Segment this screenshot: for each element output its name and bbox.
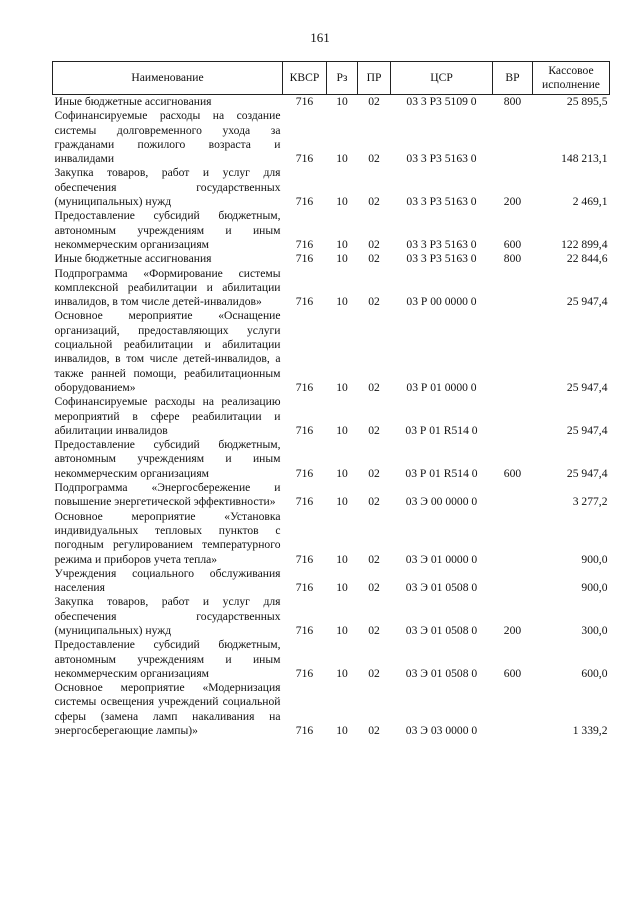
row-rz: 10 [336, 380, 348, 394]
table-row [53, 267, 610, 310]
row-vr [493, 109, 533, 166]
row-csr: 03 Р 01 R514 0 [405, 423, 478, 437]
row-rz: 10 [336, 237, 348, 251]
row-pr: 02 [368, 623, 380, 637]
header-rz: Рз [327, 62, 358, 95]
row-kvsr: 716 [295, 237, 314, 251]
row-csr: 03 Р 01 R514 0 [405, 466, 478, 480]
row-vr [493, 395, 533, 438]
row-kvsr: 716 [295, 495, 314, 509]
header-csr: ЦСР [391, 62, 493, 95]
row-cash-execution: 900,0 [581, 581, 608, 595]
row-kvsr: 716 [295, 195, 314, 209]
row-csr: 03 Э 01 0508 0 [405, 581, 478, 595]
row-kvsr: 716 [295, 252, 314, 266]
row-csr: 03 3 Р3 5163 0 [406, 152, 477, 166]
table-row [53, 481, 610, 510]
row-vr [493, 681, 533, 738]
row-csr: 03 3 Р3 5163 0 [406, 195, 477, 209]
row-pr: 02 [368, 666, 380, 680]
table-body [53, 95, 610, 739]
row-rz: 10 [336, 95, 348, 108]
row-name: Иные бюджетные ассигнования [54, 95, 212, 108]
row-pr: 02 [368, 195, 380, 209]
row-csr: 03 Э 01 0000 0 [405, 552, 478, 566]
page-number: 161 [310, 30, 330, 45]
row-name: Иные бюджетные ассигнования [54, 252, 212, 266]
row-cash-execution: 900,0 [581, 552, 608, 566]
row-cash-execution: 122 899,4 [561, 237, 608, 251]
row-name: Предоставление субсидий бюджетным, автономным учреждениям и иным некоммерческим организациям [54, 638, 281, 680]
header-name: Наименование [53, 62, 283, 95]
header-pr: ПР [358, 62, 391, 95]
row-vr: 800 [503, 95, 522, 108]
row-rz: 10 [336, 724, 348, 738]
row-vr [493, 510, 533, 567]
row-rz: 10 [336, 581, 348, 595]
row-rz: 10 [336, 495, 348, 509]
row-csr: 03 3 Р3 5163 0 [406, 252, 477, 266]
row-cash-execution: 600,0 [581, 666, 608, 680]
row-cash-execution: 25 947,4 [566, 466, 608, 480]
row-kvsr: 716 [295, 466, 314, 480]
row-cash-execution: 3 277,2 [572, 495, 608, 509]
row-vr: 800 [503, 252, 522, 266]
row-cash-execution: 2 469,1 [572, 195, 608, 209]
row-kvsr: 716 [295, 623, 314, 637]
row-rz: 10 [336, 552, 348, 566]
row-cash-execution: 300,0 [581, 623, 608, 637]
row-vr [493, 481, 533, 510]
row-kvsr: 716 [295, 95, 314, 108]
row-name: Софинансируемые расходы на создание системы долговременного ухода за гражданами пожилого возраста и инвалидами [54, 109, 281, 166]
row-csr: 03 3 Р3 5109 0 [406, 95, 477, 108]
table-row [53, 510, 610, 567]
row-name: Подпрограмма «Формирование системы комплексной реабилитации и абилитации инвалидов, в том числе детей-инвалидов» [54, 266, 281, 309]
row-cash-execution: 25 895,5 [566, 95, 608, 108]
row-csr: 03 Э 01 0508 0 [405, 666, 478, 680]
row-rz: 10 [336, 423, 348, 437]
table-row [53, 95, 610, 110]
row-name: Основное мероприятие «Оснащение организаций, предоставляющих услуги социальной реабилитации и абилитации инвалидов, в том числе детей-инвалидов, а также ранней помощи, реабилитационным оборудованием» [54, 309, 281, 394]
row-rz: 10 [336, 666, 348, 680]
row-pr: 02 [368, 152, 380, 166]
row-name: Закупка товаров, работ и услуг для обеспечения государственных (муниципальных) нужд [54, 166, 281, 209]
row-vr [493, 267, 533, 310]
row-pr: 02 [368, 237, 380, 251]
row-name: Основное мероприятие «Установка индивидуальных тепловых пунктов с погодным регулированием температурного режима и приборов учета тепла» [54, 509, 281, 566]
row-name: Софинансируемые расходы на реализацию мероприятий в сфере реабилитации и абилитации инвалидов [54, 395, 281, 437]
header-cash-execution: Кассовое исполнение [533, 62, 610, 95]
row-name: Предоставление субсидий бюджетным, автономным учреждениям и иным некоммерческим организациям [54, 209, 281, 251]
table-row [53, 166, 610, 209]
row-name: Закупка товаров, работ и услуг для обеспечения государственных (муниципальных) нужд [54, 595, 281, 637]
row-name: Подпрограмма «Энергосбережение и повышение энергетической эффективности» [54, 481, 281, 509]
row-rz: 10 [336, 152, 348, 166]
row-kvsr: 716 [295, 666, 314, 680]
row-vr [493, 567, 533, 596]
table-row [53, 681, 610, 738]
row-pr: 02 [368, 581, 380, 595]
row-cash-execution: 22 844,6 [566, 252, 608, 266]
row-kvsr: 716 [295, 423, 314, 437]
row-csr: 03 Р 01 0000 0 [406, 380, 477, 394]
row-cash-execution: 25 947,4 [566, 295, 608, 309]
header-kvsr: КВСР [283, 62, 327, 95]
row-vr: 200 [503, 623, 522, 637]
row-cash-execution: 148 213,1 [561, 152, 608, 166]
row-name: Предоставление субсидий бюджетным, автономным учреждениям и иным некоммерческим организациям [54, 438, 281, 480]
row-rz: 10 [336, 252, 348, 266]
row-csr: 03 3 Р3 5163 0 [406, 237, 477, 251]
row-vr: 600 [503, 666, 522, 680]
row-name: Основное мероприятие «Модернизация системы освещения учреждений социальной сферы (замена ламп накаливания на энергосберегающие лампы)» [54, 681, 281, 738]
header-vr: ВР [493, 62, 533, 95]
row-pr: 02 [368, 495, 380, 509]
row-pr: 02 [368, 466, 380, 480]
table-row [53, 309, 610, 395]
row-cash-execution: 25 947,4 [566, 380, 608, 394]
row-pr: 02 [368, 295, 380, 309]
row-cash-execution: 1 339,2 [572, 724, 608, 738]
row-rz: 10 [336, 623, 348, 637]
row-vr [493, 309, 533, 395]
table-row [53, 209, 610, 252]
row-csr: 03 Р 00 0000 0 [406, 295, 477, 309]
table-row [53, 595, 610, 638]
row-kvsr: 716 [295, 552, 314, 566]
budget-execution-table [52, 61, 610, 738]
row-vr: 200 [503, 195, 522, 209]
row-csr: 03 Э 01 0508 0 [405, 623, 478, 637]
row-pr: 02 [368, 380, 380, 394]
table-row [53, 395, 610, 438]
row-cash-execution: 25 947,4 [566, 423, 608, 437]
row-pr: 02 [368, 423, 380, 437]
table-row [53, 109, 610, 166]
table-header-row [53, 62, 610, 95]
row-pr: 02 [368, 252, 380, 266]
row-kvsr: 716 [295, 581, 314, 595]
row-kvsr: 716 [295, 724, 314, 738]
row-pr: 02 [368, 552, 380, 566]
row-rz: 10 [336, 295, 348, 309]
row-csr: 03 Э 00 0000 0 [405, 495, 478, 509]
row-pr: 02 [368, 724, 380, 738]
row-csr: 03 Э 03 0000 0 [405, 724, 478, 738]
row-rz: 10 [336, 466, 348, 480]
table-row [53, 252, 610, 266]
row-rz: 10 [336, 195, 348, 209]
table-row [53, 638, 610, 681]
table-row [53, 567, 610, 596]
row-pr: 02 [368, 95, 380, 108]
table-row [53, 438, 610, 481]
row-kvsr: 716 [295, 380, 314, 394]
row-name: Учреждения социального обслуживания населения [54, 566, 281, 595]
row-vr: 600 [503, 466, 522, 480]
row-kvsr: 716 [295, 152, 314, 166]
row-vr: 600 [503, 237, 522, 251]
row-kvsr: 716 [295, 295, 314, 309]
